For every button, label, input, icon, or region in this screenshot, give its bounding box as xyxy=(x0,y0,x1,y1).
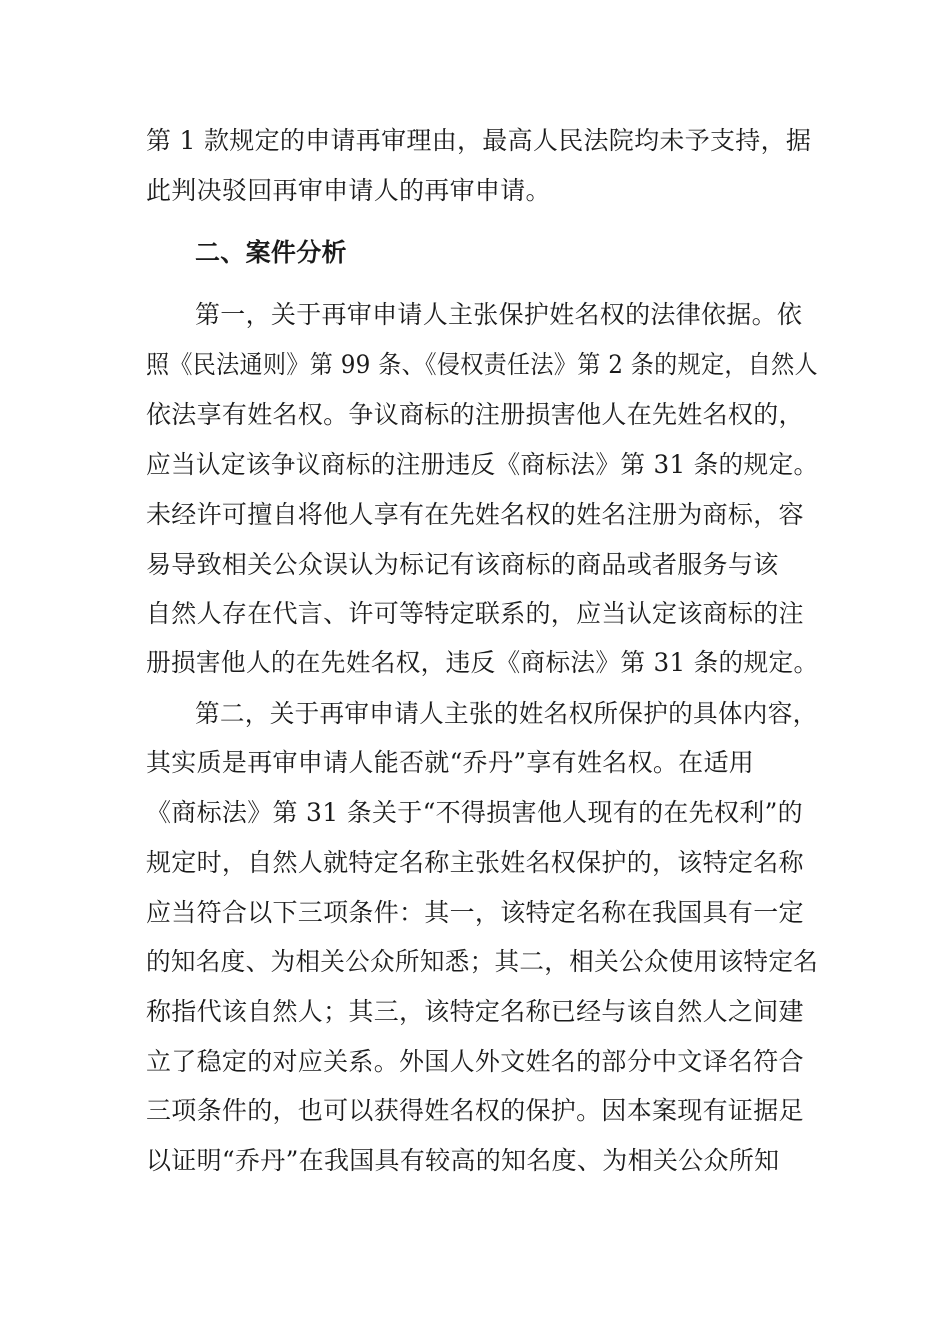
text-line: 第一，关于再审申请人主张保护姓名权的法律依据。依 xyxy=(195,300,803,329)
text-line: 立了稳定的对应关系。外国人外文姓名的部分中文译名符合 xyxy=(146,1047,804,1076)
text-line: 未经许可擅自将他人享有在先姓名权的姓名注册为商标，容 xyxy=(146,500,804,529)
text-line: 规定时，自然人就特定名称主张姓名权保护的，该特定名称 xyxy=(146,848,804,877)
text-line: 的知名度、为相关公众所知悉；其二，相关公众使用该特定名 xyxy=(146,947,819,976)
section-heading: 二、案件分析 xyxy=(195,238,347,267)
text-line: 照《民法通则》第 99 条、《侵权责任法》第 2 条的规定，自然人 xyxy=(146,350,818,379)
text-line: 第 1 款规定的申请再审理由，最高人民法院均未予支持，据 xyxy=(146,126,812,155)
text-line: 册损害他人的在先姓名权，违反《商标法》第 31 条的规定。 xyxy=(146,648,819,677)
text-line: 三项条件的，也可以获得姓名权的保护。因本案现有证据足 xyxy=(146,1096,804,1125)
text-line: 第二，关于再审申请人主张的姓名权所保护的具体内容， xyxy=(195,699,818,728)
text-line: 此判决驳回再审申请人的再审申请。 xyxy=(146,176,551,205)
text-line: 其实质是再审申请人能否就“乔丹”享有姓名权。在适用 xyxy=(146,748,755,777)
text-line: 称指代该自然人；其三，该特定名称已经与该自然人之间建 xyxy=(146,997,804,1026)
text-line: 自然人存在代言、许可等特定联系的，应当认定该商标的注 xyxy=(146,599,804,628)
text-line: 易导致相关公众误认为标记有该商标的商品或者服务与该 xyxy=(146,550,779,579)
text-line: 《商标法》第 31 条关于“不得损害他人现有的在先权利”的 xyxy=(146,798,803,827)
text-line: 依法享有姓名权。争议商标的注册损害他人在先姓名权的， xyxy=(146,400,804,429)
text-line: 以证明“乔丹”在我国具有较高的知名度、为相关公众所知 xyxy=(146,1146,780,1175)
text-line: 应当认定该争议商标的注册违反《商标法》第 31 条的规定。 xyxy=(146,450,819,479)
text-line: 应当符合以下三项条件：其一，该特定名称在我国具有一定 xyxy=(146,898,804,927)
